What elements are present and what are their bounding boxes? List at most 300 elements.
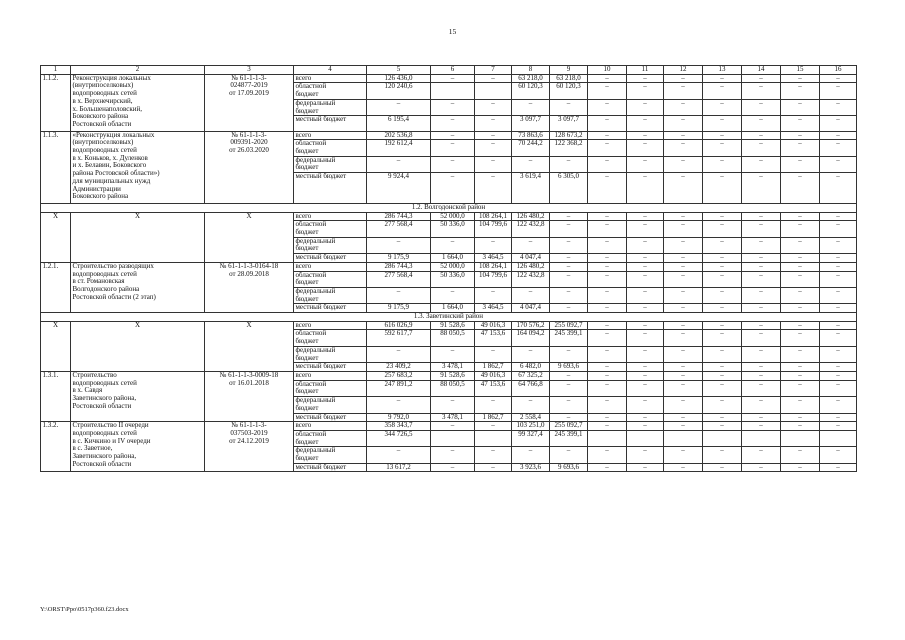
value-cell: – — [588, 346, 627, 362]
value-cell: – — [588, 74, 627, 83]
column-number: 3 — [205, 66, 294, 75]
budget-table — [40, 65, 857, 472]
budget-source — [294, 156, 367, 172]
value-cell: – — [431, 140, 475, 156]
value-cell: 122 368,2 — [550, 140, 588, 156]
value-cell: – — [367, 346, 431, 362]
value-cell: 616 026,9 — [367, 321, 431, 330]
value-cell: – — [627, 363, 664, 372]
budget-source-line: всего — [295, 421, 312, 430]
value-cell: – — [703, 371, 742, 380]
value-cell: – — [550, 397, 588, 413]
value-cell: 245 399,1 — [550, 330, 588, 346]
value-cell: – — [742, 156, 781, 172]
table-row — [41, 321, 857, 330]
value-cell: – — [627, 254, 664, 263]
value-cell — [664, 430, 703, 446]
value-cell: 164 094,2 — [512, 330, 550, 346]
budget-source-line: областной — [295, 139, 327, 148]
value-cell: – — [588, 413, 627, 422]
value-cell: – — [627, 221, 664, 237]
value-cell: – — [431, 422, 475, 431]
value-cell: – — [664, 262, 703, 271]
value-cell: – — [742, 173, 781, 204]
value-cell: 1 862,7 — [475, 413, 512, 422]
budget-source-line: бюджет — [295, 403, 319, 412]
value-cell: – — [742, 363, 781, 372]
value-cell: – — [664, 116, 703, 131]
value-cell: – — [664, 140, 703, 156]
value-cell: 126 436,0 — [367, 74, 431, 83]
budget-source-line: всего — [295, 74, 312, 82]
footer-file-path: Y:\ORST\Ppo\0517p360.f23.docx — [40, 606, 129, 613]
value-cell: 50 336,0 — [431, 271, 475, 287]
value-cell: – — [627, 447, 664, 463]
value-cell: 50 336,0 — [431, 221, 475, 237]
value-cell: – — [627, 463, 664, 472]
value-cell: – — [820, 99, 857, 115]
value-cell: – — [367, 447, 431, 463]
column-number-row — [41, 66, 857, 75]
value-cell: – — [664, 173, 703, 204]
value-cell: – — [742, 321, 781, 330]
value-cell: – — [588, 330, 627, 346]
value-cell: – — [781, 447, 820, 463]
value-cell: – — [703, 254, 742, 263]
value-cell: – — [431, 447, 475, 463]
value-cell: – — [703, 74, 742, 83]
budget-source — [294, 83, 367, 99]
value-cell: 70 244,2 — [512, 140, 550, 156]
value-cell: – — [703, 304, 742, 313]
project-document — [205, 212, 294, 262]
project-name-line: Строительство — [72, 371, 117, 379]
project-name-line: Строительство разводящих — [72, 262, 154, 270]
value-cell: 3 478,1 — [431, 413, 475, 422]
value-cell: – — [367, 397, 431, 413]
value-cell: – — [781, 397, 820, 413]
value-cell: – — [550, 371, 588, 380]
value-cell: – — [588, 131, 627, 140]
value-cell: – — [742, 287, 781, 303]
value-cell: – — [742, 346, 781, 362]
project-document-line: Х — [246, 321, 252, 329]
value-cell: 344 726,5 — [367, 430, 431, 446]
value-cell: – — [588, 83, 627, 99]
budget-source-line: областной — [295, 82, 327, 91]
value-cell: – — [550, 99, 588, 115]
value-cell — [588, 430, 627, 446]
value-cell: – — [664, 397, 703, 413]
project-document-line: 024877-2019 — [230, 81, 268, 90]
column-number: 5 — [367, 66, 431, 75]
value-cell: – — [512, 156, 550, 172]
budget-source — [294, 321, 367, 330]
value-cell: – — [781, 363, 820, 372]
column-number: 14 — [742, 66, 781, 75]
budget-source — [294, 447, 367, 463]
value-cell: – — [550, 254, 588, 263]
column-number: 11 — [627, 66, 664, 75]
value-cell: – — [742, 140, 781, 156]
value-cell: – — [820, 422, 857, 431]
value-cell: – — [627, 397, 664, 413]
value-cell: – — [820, 321, 857, 330]
value-cell: – — [781, 156, 820, 172]
value-cell: – — [431, 237, 475, 253]
value-cell: 91 528,6 — [431, 321, 475, 330]
section-row — [41, 203, 857, 212]
project-name — [71, 321, 205, 371]
value-cell: – — [781, 237, 820, 253]
value-cell: 13 617,2 — [367, 463, 431, 472]
value-cell: – — [742, 116, 781, 131]
value-cell: – — [588, 173, 627, 204]
project-name-line: Администрации — [72, 184, 121, 193]
value-cell: – — [703, 447, 742, 463]
budget-source-line: федеральный — [295, 237, 336, 245]
value-cell: – — [475, 447, 512, 463]
value-cell: 358 343,7 — [367, 422, 431, 431]
value-cell: 47 153,6 — [475, 380, 512, 396]
value-cell: – — [627, 116, 664, 131]
budget-source-line: бюджет — [295, 278, 319, 287]
value-cell: – — [703, 131, 742, 140]
value-cell: – — [703, 321, 742, 330]
value-cell: – — [820, 304, 857, 313]
value-cell: – — [703, 212, 742, 221]
value-cell: – — [588, 321, 627, 330]
budget-source — [294, 271, 367, 287]
value-cell: 122 432,8 — [512, 221, 550, 237]
value-cell: – — [475, 116, 512, 131]
value-cell: – — [820, 156, 857, 172]
value-cell: – — [550, 271, 588, 287]
project-name-line: в с. Кичкино и IV очереди — [72, 436, 151, 445]
value-cell: – — [475, 156, 512, 172]
value-cell: – — [550, 380, 588, 396]
value-cell: – — [512, 287, 550, 303]
budget-source-line: федеральный — [295, 99, 336, 107]
value-cell: – — [627, 173, 664, 204]
value-cell: – — [627, 99, 664, 115]
value-cell: – — [627, 140, 664, 156]
value-cell: – — [703, 99, 742, 115]
value-cell: – — [550, 221, 588, 237]
project-name-line: района Ростовской области») — [72, 169, 160, 178]
value-cell: – — [550, 346, 588, 362]
budget-source-line: местный бюджет — [295, 463, 347, 471]
project-name-line: в х. Верхнечирский, — [72, 96, 133, 105]
budget-source — [294, 99, 367, 115]
budget-source-line: бюджет — [295, 147, 319, 156]
value-cell: 67 325,2 — [512, 371, 550, 380]
project-name-line: (внутрипоселковых) — [72, 81, 134, 90]
budget-source-line: бюджет — [295, 353, 319, 362]
value-cell: – — [588, 156, 627, 172]
value-cell: – — [627, 156, 664, 172]
value-cell — [742, 430, 781, 446]
project-name-line: Х — [134, 321, 141, 329]
budget-source-line: областной — [295, 271, 327, 279]
project-name-line: Ростовской области — [72, 401, 132, 410]
budget-source-line: областной — [295, 430, 327, 438]
project-name-line: Строительство II очереди — [72, 421, 149, 430]
value-cell: – — [475, 140, 512, 156]
budget-source-line: федеральный — [295, 156, 336, 164]
project-name-line: Боковского района — [72, 112, 129, 121]
value-cell: – — [820, 74, 857, 83]
project-name — [71, 422, 205, 472]
project-document-line: от 17.09.2019 — [229, 89, 269, 98]
row-number: 1.3.1. — [41, 371, 71, 421]
project-name-line: Ростовской области — [72, 119, 132, 128]
value-cell: 1 664,0 — [431, 304, 475, 313]
project-name-line: Боковского района — [72, 192, 129, 201]
value-cell: – — [431, 116, 475, 131]
value-cell: – — [431, 74, 475, 83]
value-cell: 9 693,6 — [550, 363, 588, 372]
value-cell: 49 016,3 — [475, 371, 512, 380]
value-cell: 126 480,2 — [512, 212, 550, 221]
budget-source-line: бюджет — [295, 90, 319, 99]
budget-source — [294, 116, 367, 131]
column-number: 7 — [475, 66, 512, 75]
value-cell: – — [431, 156, 475, 172]
value-cell: 6 482,0 — [512, 363, 550, 372]
value-cell: – — [781, 287, 820, 303]
value-cell: – — [588, 304, 627, 313]
budget-source-line: всего — [295, 321, 312, 329]
value-cell: – — [664, 363, 703, 372]
column-number: 15 — [781, 66, 820, 75]
project-name — [71, 212, 205, 262]
value-cell: – — [588, 237, 627, 253]
budget-source — [294, 330, 367, 346]
budget-source — [294, 74, 367, 83]
value-cell: 63 218,0 — [512, 74, 550, 83]
budget-source-line: бюджет — [295, 106, 319, 115]
row-number: 1.1.2. — [41, 74, 71, 131]
page-number: 15 — [448, 27, 457, 36]
value-cell: – — [588, 463, 627, 472]
table-row — [41, 371, 857, 380]
value-cell — [431, 430, 475, 446]
budget-source — [294, 287, 367, 303]
section-title: 1.2. Волгодонской район — [41, 203, 857, 212]
value-cell: – — [703, 422, 742, 431]
value-cell: – — [475, 131, 512, 140]
table-row — [41, 74, 857, 83]
budget-source-line: всего — [295, 212, 312, 220]
value-cell: – — [820, 371, 857, 380]
budget-source-line: областной — [295, 329, 327, 338]
value-cell: – — [781, 173, 820, 204]
value-cell: – — [431, 397, 475, 413]
value-cell: – — [742, 463, 781, 472]
value-cell: 47 153,6 — [475, 330, 512, 346]
value-cell: 255 092,7 — [550, 321, 588, 330]
value-cell: – — [742, 74, 781, 83]
budget-source-line: местный бюджет — [295, 253, 347, 262]
value-cell: – — [367, 237, 431, 253]
value-cell: – — [781, 371, 820, 380]
value-cell: – — [820, 254, 857, 263]
value-cell: – — [664, 447, 703, 463]
value-cell: – — [588, 271, 627, 287]
budget-source-line: федеральный — [295, 287, 336, 295]
value-cell: – — [742, 371, 781, 380]
value-cell: – — [627, 237, 664, 253]
value-cell: – — [512, 346, 550, 362]
table-row — [41, 212, 857, 221]
value-cell: – — [703, 346, 742, 362]
project-name-line: в ст. Романовская — [72, 277, 125, 286]
value-cell: – — [781, 413, 820, 422]
project-name — [71, 262, 205, 312]
value-cell: 88 050,5 — [431, 380, 475, 396]
value-cell: – — [550, 413, 588, 422]
value-cell: – — [820, 287, 857, 303]
value-cell: – — [475, 287, 512, 303]
value-cell: – — [781, 212, 820, 221]
value-cell: – — [475, 237, 512, 253]
value-cell: – — [627, 131, 664, 140]
column-number: 6 — [431, 66, 475, 75]
value-cell: – — [820, 330, 857, 346]
column-number: 8 — [512, 66, 550, 75]
value-cell: – — [664, 463, 703, 472]
value-cell: – — [550, 287, 588, 303]
row-number: Х — [41, 212, 71, 262]
value-cell: – — [820, 212, 857, 221]
value-cell: – — [664, 346, 703, 362]
value-cell: – — [664, 271, 703, 287]
value-cell: – — [664, 74, 703, 83]
value-cell: – — [742, 83, 781, 99]
project-document — [205, 371, 294, 421]
budget-source — [294, 463, 367, 472]
value-cell: – — [742, 221, 781, 237]
budget-source — [294, 237, 367, 253]
value-cell: – — [664, 371, 703, 380]
value-cell: – — [742, 254, 781, 263]
value-cell: – — [742, 262, 781, 271]
value-cell: 63 218,0 — [550, 74, 588, 83]
project-name — [71, 131, 205, 203]
value-cell: – — [664, 304, 703, 313]
value-cell: 49 016,3 — [475, 321, 512, 330]
column-number: 12 — [664, 66, 703, 75]
project-name-line: Х — [134, 212, 141, 220]
value-cell: – — [588, 447, 627, 463]
value-cell: – — [588, 287, 627, 303]
value-cell: – — [703, 363, 742, 372]
value-cell: – — [820, 447, 857, 463]
budget-source — [294, 422, 367, 431]
budget-source — [294, 221, 367, 237]
project-name-line: водопроводных сетей — [72, 428, 137, 437]
value-cell: – — [664, 99, 703, 115]
value-cell: – — [820, 271, 857, 287]
value-cell: – — [781, 74, 820, 83]
value-cell: – — [550, 237, 588, 253]
value-cell: – — [703, 271, 742, 287]
value-cell: – — [588, 422, 627, 431]
value-cell: – — [431, 287, 475, 303]
value-cell: 4 047,4 — [512, 254, 550, 263]
column-number: 4 — [294, 66, 367, 75]
value-cell: 4 047,4 — [512, 304, 550, 313]
value-cell: – — [367, 99, 431, 115]
value-cell: – — [820, 83, 857, 99]
budget-source-line: бюджет — [295, 294, 319, 303]
value-cell: – — [627, 330, 664, 346]
value-cell: – — [627, 346, 664, 362]
project-document-line: № 61-1-1-3-0164-18 — [219, 262, 279, 270]
value-cell: – — [742, 413, 781, 422]
project-document-line: 009391-2020 — [230, 138, 268, 147]
column-number: 16 — [820, 66, 857, 75]
value-cell: – — [627, 380, 664, 396]
value-cell: – — [781, 262, 820, 271]
value-cell: – — [475, 99, 512, 115]
budget-source-line: всего — [295, 262, 312, 270]
budget-source — [294, 212, 367, 221]
value-cell: 9 175,9 — [367, 254, 431, 263]
value-cell: – — [742, 99, 781, 115]
value-cell: 592 617,7 — [367, 330, 431, 346]
value-cell — [627, 430, 664, 446]
value-cell — [703, 430, 742, 446]
project-name — [71, 371, 205, 421]
project-name-line: Ростовской области (2 этап) — [72, 292, 156, 301]
column-number: 13 — [703, 66, 742, 75]
value-cell: 247 891,2 — [367, 380, 431, 396]
value-cell: – — [664, 212, 703, 221]
project-name-line: х. Большенаполовский, — [72, 104, 143, 113]
project-document-line: Х — [246, 212, 252, 220]
value-cell: – — [742, 271, 781, 287]
value-cell: 9 924,4 — [367, 173, 431, 204]
value-cell: – — [588, 262, 627, 271]
value-cell: – — [820, 237, 857, 253]
value-cell — [820, 430, 857, 446]
budget-source-line: местный бюджет — [295, 172, 347, 181]
column-number: 10 — [588, 66, 627, 75]
value-cell: – — [820, 413, 857, 422]
value-cell: – — [781, 380, 820, 396]
value-cell: – — [367, 287, 431, 303]
value-cell: 122 432,8 — [512, 271, 550, 287]
value-cell: – — [781, 346, 820, 362]
value-cell: 104 799,6 — [475, 221, 512, 237]
project-name-line: Заветинского района, — [72, 452, 137, 461]
value-cell: – — [820, 131, 857, 140]
budget-source-line: местный бюджет — [295, 362, 347, 371]
value-cell: 88 050,5 — [431, 330, 475, 346]
value-cell: – — [664, 287, 703, 303]
value-cell: – — [627, 321, 664, 330]
value-cell: – — [475, 74, 512, 83]
value-cell: 23 409,2 — [367, 363, 431, 372]
value-cell: – — [703, 463, 742, 472]
value-cell: – — [820, 221, 857, 237]
value-cell: 6 305,0 — [550, 173, 588, 204]
table-row — [41, 422, 857, 431]
budget-source-line: федеральный — [295, 396, 336, 405]
budget-source-line: бюджет — [295, 454, 319, 463]
